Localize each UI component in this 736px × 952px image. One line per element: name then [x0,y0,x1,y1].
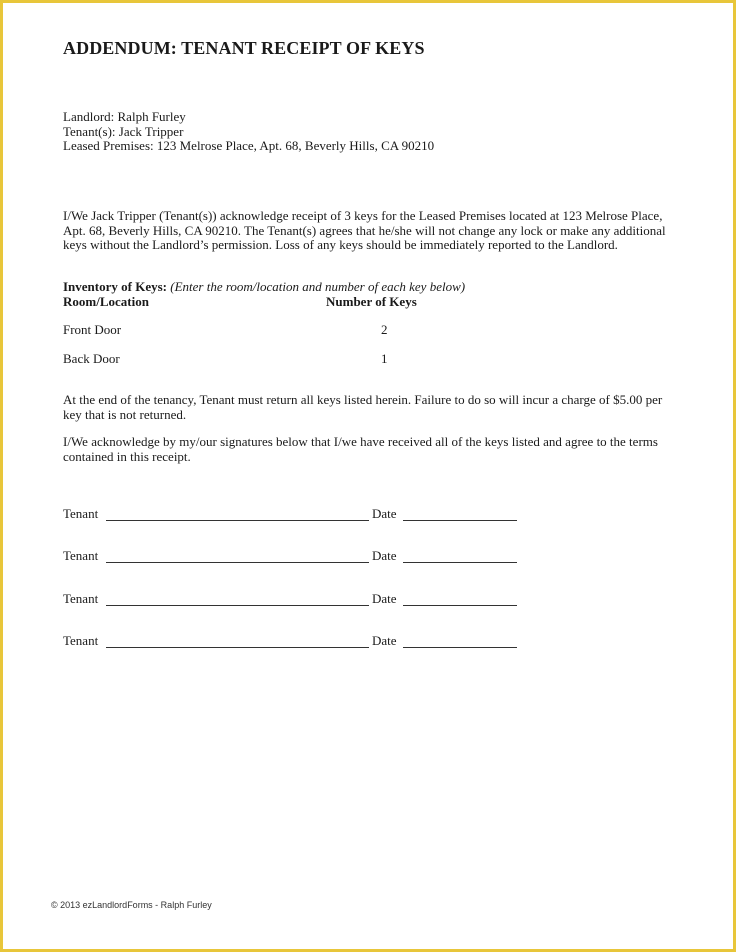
tenant-signature-line[interactable] [106,520,369,521]
tenant-signature-line[interactable] [106,562,369,563]
date-line[interactable] [403,520,517,521]
tenant-signature-line[interactable] [106,647,369,648]
date-label: Date [372,548,397,563]
landlord-line: Landlord: Ralph Furley [63,109,186,124]
tenants-line: Tenant(s): Jack Tripper [63,123,184,139]
date-line[interactable] [403,562,517,563]
return-clause-paragraph: At the end of the tenancy, Tenant must return all keys listed herein. Failure to do so will incur a charge of $5.00 per key that is not returned. [63,392,663,422]
date-line[interactable] [403,605,517,606]
date-label: Date [372,591,397,606]
document-title: ADDENDUM: TENANT RECEIPT OF KEYS [63,38,425,58]
premises-line: Leased Premises: 123 Melrose Place, Apt. 68, Beverly Hills, CA 90210 [63,138,435,153]
column-header-number: Number of Keys [326,294,417,309]
column-header-location: Room/Location [63,294,149,309]
inventory-heading [63,280,465,295]
tenant-label: Tenant [63,506,99,521]
inventory-location-1: Front Door [63,322,122,337]
acknowledgement-paragraph: I/We Jack Tripper (Tenant(s)) acknowledge receipt of 3 keys for the Leased Premises located at 123 Melrose Place, Apt. 68, Beverly Hills, CA 90210. The Tenant(s) agrees that he/she will not change any lock or make any additional keys without the Landlord’s permission. Loss of any keys should be immediately reported to the Landlord. [63,208,666,252]
signature-clause-paragraph: I/We acknowledge by my/our signatures below that I/we have received all of the keys listed and agree to the terms contained in this receipt. [63,434,658,464]
date-line[interactable] [403,647,517,648]
inventory-location-2: Back Door [63,351,120,366]
inventory-count-2: 1 [381,351,388,366]
tenant-signature-line[interactable] [106,605,369,606]
tenant-label: Tenant [63,548,99,563]
inventory-count-1: 2 [381,322,388,337]
tenant-label: Tenant [63,591,99,606]
date-label: Date [372,506,397,521]
copyright-footer: © 2013 ezLandlordForms - Ralph Furley [51,900,212,910]
date-label: Date [372,633,397,648]
tenant-label: Tenant [63,633,99,648]
inventory-label: Inventory of Keys: [63,279,167,294]
parties-block [63,110,434,154]
inventory-note: (Enter the room/location and number of each key below) [170,279,466,294]
